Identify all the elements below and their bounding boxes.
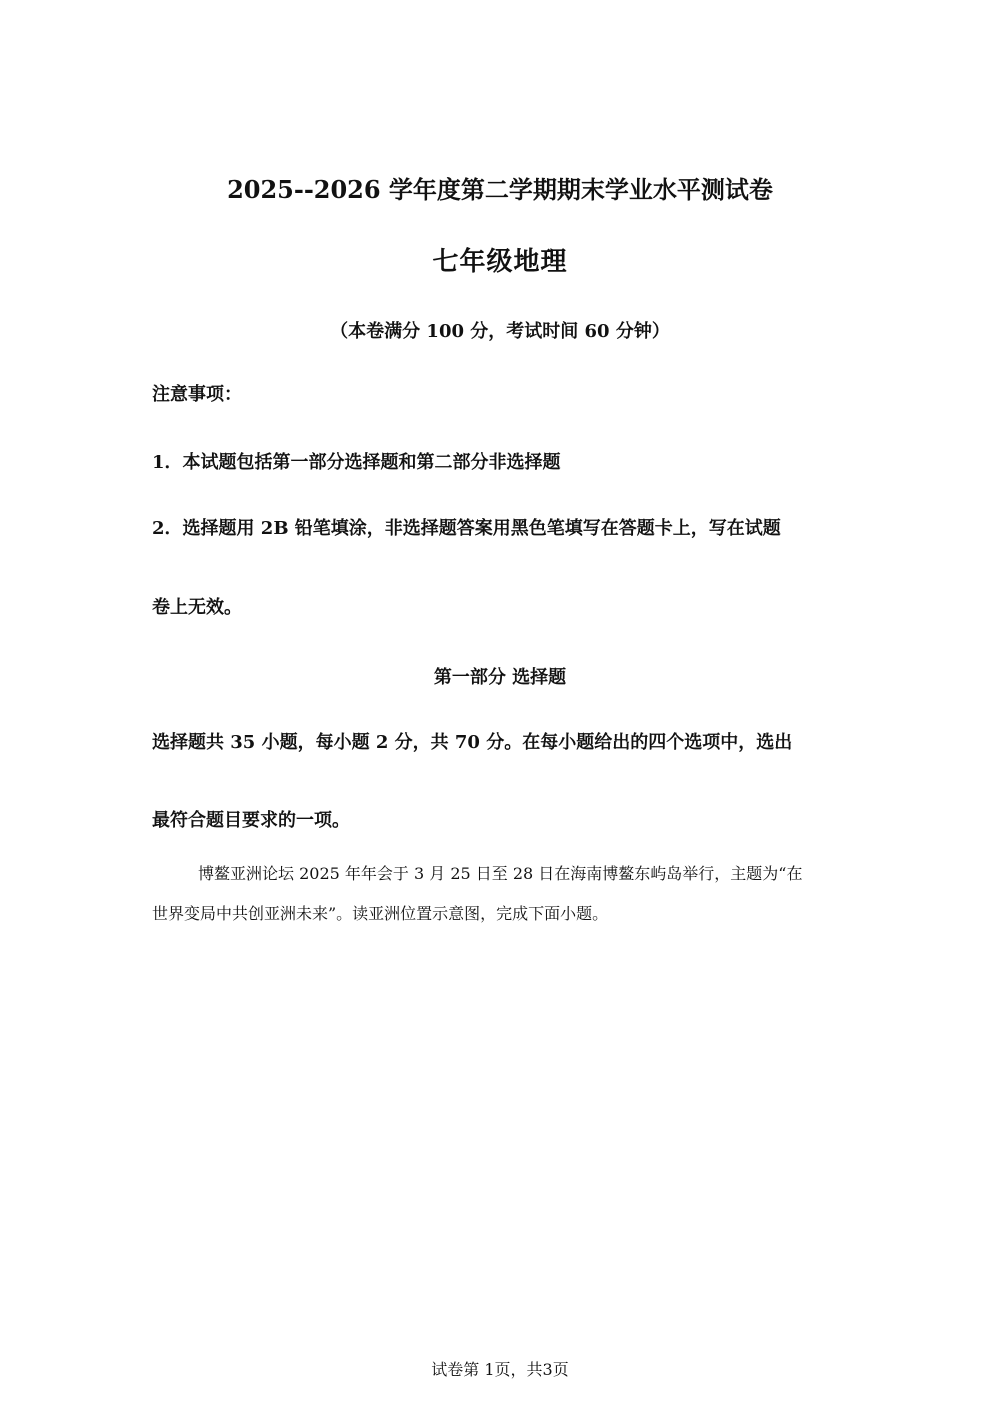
instruction-item-2: 2．选择题用 2B 铅笔填涂，非选择题答案用黑色笔填写在答题卡上，写在试题 <box>152 518 781 539</box>
part1-heading: 第一部分 选择题 <box>433 667 567 688</box>
exam-subtitle: 七年级地理 <box>432 247 568 277</box>
part1-description-line2: 最符合题目要求的一项。 <box>152 810 350 831</box>
page-footer: 试卷第 1页，共3页 <box>431 1360 569 1379</box>
part1-description-line1: 选择题共 35 小题，每小题 2 分，共 70 分。在每小题给出的四个选项中，选出 <box>152 732 793 753</box>
passage-line2: 世界变局中共创亚洲未来”。读亚洲位置示意图，完成下面小题。 <box>152 904 609 923</box>
instruction-item-1: 1．本试题包括第一部分选择题和第二部分非选择题 <box>152 452 561 473</box>
exam-score-time-note: （本卷满分 100 分，考试时间 60 分钟） <box>330 321 670 342</box>
instructions-heading: 注意事项： <box>152 384 242 405</box>
exam-title: 2025--2026 学年度第二学期期末学业水平测试卷 <box>227 175 773 204</box>
instruction-item-2-continued: 卷上无效。 <box>152 597 242 618</box>
passage-line1: 博鳌亚洲论坛 2025 年年会于 3 月 25 日至 28 日在海南博鳌东屿岛举行，主题为“在 <box>198 864 803 883</box>
